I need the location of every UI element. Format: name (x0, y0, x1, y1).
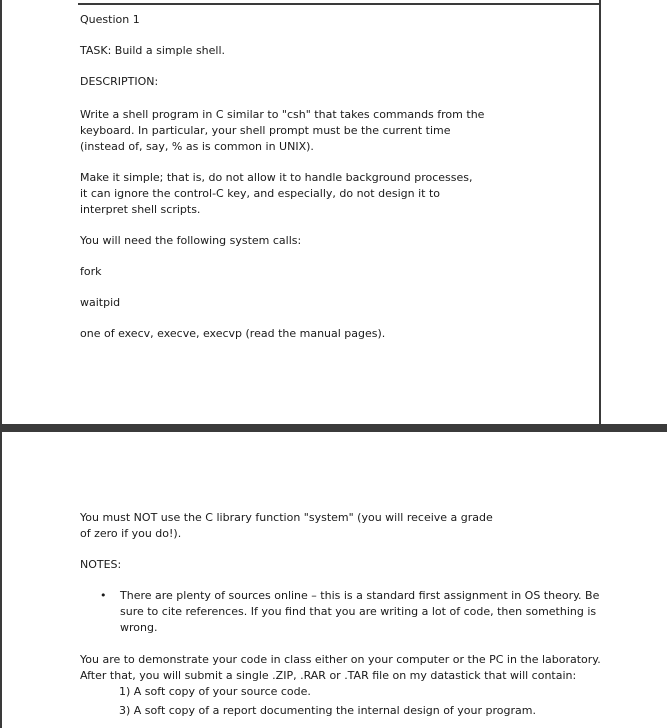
note-line: wrong. (120, 621, 158, 634)
warning-line: of zero if you do!). (80, 527, 182, 540)
syscall-item: waitpid (80, 296, 121, 309)
syscalls-intro: You will need the following system calls: (80, 234, 302, 247)
deliverable-item: 3) A soft copy of a report documenting the internal design of your program. (119, 704, 536, 717)
document-page-2 (0, 432, 667, 728)
syscall-item: fork (80, 265, 102, 278)
syscall-item: one of execv, execve, execvp (read the manual pages). (80, 327, 386, 340)
paragraph1-line: keyboard. In particular, your shell prompt must be the current time (80, 124, 451, 137)
paragraph1-line: Write a shell program in C similar to "csh" that takes commands from the (80, 108, 485, 121)
page-top-border (78, 3, 599, 5)
note-line: sure to cite references. If you find that you are writing a lot of code, then something is (120, 605, 597, 618)
demo-line: You are to demonstrate your code in class either on your computer or the PC in the laboratory. (80, 653, 601, 666)
paragraph2-line: interpret shell scripts. (80, 203, 201, 216)
question-label: Question 1 (80, 13, 140, 26)
demo-line: After that, you will submit a single .ZIP, .RAR or .TAR file on my datastick that will contain: (80, 669, 577, 682)
warning-line: You must NOT use the C library function "system" (you will receive a grade (80, 511, 493, 524)
description-heading: DESCRIPTION: (80, 75, 159, 88)
deliverable-item: 1) A soft copy of your source code. (119, 685, 311, 698)
task-line: TASK: Build a simple shell. (80, 44, 226, 57)
notes-heading: NOTES: (80, 558, 122, 571)
bullet-icon: • (100, 589, 107, 602)
paragraph2-line: Make it simple; that is, do not allow it to handle background processes, (80, 171, 473, 184)
paragraph2-line: it can ignore the control-C key, and especially, do not design it to (80, 187, 440, 200)
note-line: There are plenty of sources online – this is a standard first assignment in OS theory. Be (120, 589, 600, 602)
paragraph1-line: (instead of, say, % as is common in UNIX). (80, 140, 314, 153)
page-separator (0, 424, 667, 432)
